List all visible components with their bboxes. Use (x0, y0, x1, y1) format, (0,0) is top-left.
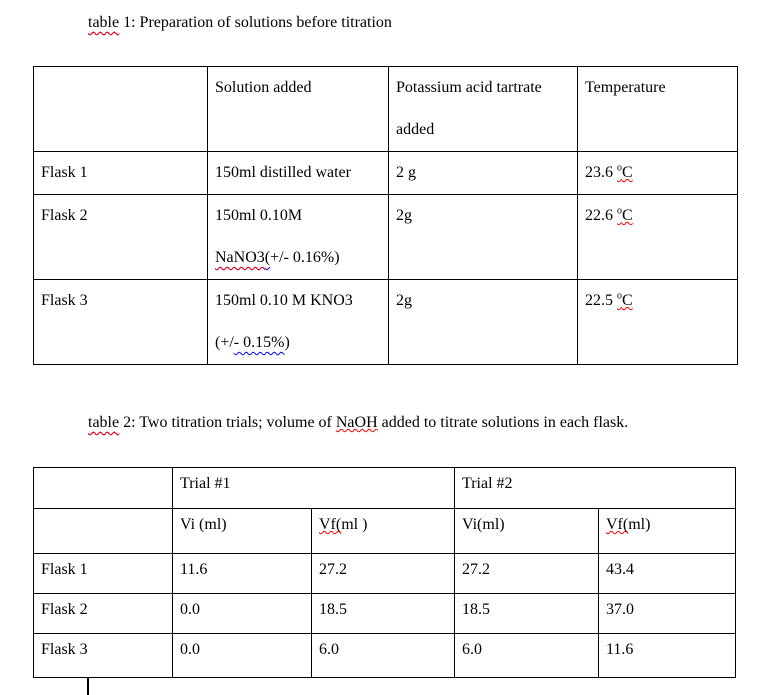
spelling-flag-naoh: NaOH (335, 414, 378, 431)
flask2-temp-value: 22.6 (585, 207, 617, 224)
table1-header-row (34, 67, 738, 152)
flask2-label: Flask 2 (41, 207, 88, 224)
flask3-label: Flask 3 (41, 641, 88, 658)
table1-flask1-label-cell[interactable] (34, 152, 208, 195)
table2-subheader-row (34, 509, 736, 554)
flask2-tolerance: +/- 0.16%) (270, 249, 340, 266)
flask3-tolerance-post: ) (284, 334, 290, 351)
table2-row-flask1 (34, 554, 736, 594)
table1-header-solution-cell[interactable] (208, 67, 389, 152)
table2-flask3-t1vi-cell[interactable] (173, 634, 312, 678)
trial2-vf-rest: ml) (628, 516, 651, 533)
table1-header-tartrate-cell[interactable] (389, 67, 578, 152)
table2-flask1-t1vi-cell[interactable] (173, 554, 312, 594)
table2-trial1-vi-cell[interactable] (173, 509, 312, 554)
table2-flask1-t2vf-cell[interactable] (599, 554, 736, 594)
table2-flask1-label-cell[interactable] (34, 554, 173, 594)
flask3-tolerance-pre: (+/ (215, 334, 234, 351)
flask3-trial2-vi: 6.0 (462, 641, 482, 658)
grammar-flag-table1-word (88, 14, 119, 31)
table2-header-blank-cell[interactable] (34, 468, 173, 509)
celsius-letter: C (622, 207, 633, 224)
grammar-flag-tolerance: - 0.15% (233, 334, 285, 351)
table2-flask2-t1vf-cell[interactable] (312, 594, 455, 634)
degree-superscript: o (617, 290, 622, 302)
flask3-temp-value: 22.5 (585, 292, 617, 309)
flask2-amount: 2g (396, 207, 412, 224)
flask2-label: Flask 2 (41, 601, 88, 618)
table1-caption-text: 1: Preparation of solutions before titration (119, 14, 392, 31)
table1-flask3-label-cell[interactable] (34, 280, 208, 365)
flask1-temp-value: 23.6 (585, 164, 617, 181)
table2-caption-text-mid: 2: Two titration trials; volume of (119, 414, 336, 431)
text-cursor (87, 678, 89, 695)
table1-header-solution-label: Solution added (215, 79, 312, 96)
table1-preparation (33, 66, 738, 365)
grammar-flag-table2-word (88, 414, 119, 431)
table2-caption[interactable] (88, 413, 628, 433)
spelling-flag-vf2: Vf( (606, 516, 629, 533)
flask2-trial2-vi: 18.5 (462, 601, 490, 618)
table2-flask3-label-cell[interactable] (34, 634, 173, 678)
flask1-label: Flask 1 (41, 561, 88, 578)
table1-flask2-temp-cell[interactable] (578, 195, 738, 280)
table2-trials (33, 467, 736, 678)
table2-trial2-vi-cell[interactable] (455, 509, 599, 554)
flask2-solution-line2 (215, 237, 381, 279)
flask2-trial1-vi: 0.0 (180, 601, 200, 618)
table1-header-blank-cell[interactable] (34, 67, 208, 152)
table1-flask2-solution-cell[interactable] (208, 195, 389, 280)
flask3-label: Flask 3 (41, 292, 88, 309)
table2-flask2-t2vf-cell[interactable] (599, 594, 736, 634)
flask2-trial1-vf: 18.5 (319, 601, 347, 618)
flask1-temp-unit (617, 164, 633, 181)
flask3-solution-line2 (215, 322, 381, 364)
table1-flask1-solution-cell[interactable] (208, 152, 389, 195)
flask2-trial2-vf: 37.0 (606, 601, 634, 618)
flask3-amount: 2g (396, 292, 412, 309)
flask3-trial2-vf: 11.6 (606, 641, 634, 658)
table2-trial2-cell[interactable] (455, 468, 736, 509)
table2-flask1-t2vi-cell[interactable] (455, 554, 599, 594)
table2-flask3-t2vf-cell[interactable] (599, 634, 736, 678)
flask1-trial2-vf: 43.4 (606, 561, 634, 578)
table1-row-flask3 (34, 280, 738, 365)
trial2-vi-label: Vi(ml) (462, 516, 505, 533)
flask1-label: Flask 1 (41, 164, 88, 181)
flask3-temp-unit (617, 292, 633, 309)
flask1-trial2-vi: 27.2 (462, 561, 490, 578)
spelling-flag-nano3: NaNO3 (215, 249, 265, 266)
table2-trial2-vf-cell[interactable] (599, 509, 736, 554)
flask1-amount: 2 g (396, 164, 416, 181)
table1-flask3-solution-cell[interactable] (208, 280, 389, 365)
table2-caption-text-rest: added to titrate solutions in each flask. (377, 414, 629, 431)
table1-caption[interactable] (88, 13, 392, 33)
trial1-label: Trial #1 (180, 475, 231, 492)
table1-flask1-temp-cell[interactable] (578, 152, 738, 195)
trial1-vf-rest: ml ) (341, 516, 368, 533)
table2-flask1-t1vf-cell[interactable] (312, 554, 455, 594)
nano3-paren: ( (264, 249, 271, 266)
flask1-solution: 150ml distilled water (215, 164, 351, 181)
flask2-solution-line1: 150ml 0.10M (215, 207, 303, 224)
trial1-vi-label: Vi (ml) (180, 516, 227, 533)
table2-trial1-vf-cell[interactable] (312, 509, 455, 554)
table1-row-flask2 (34, 195, 738, 280)
table2-row-flask2 (34, 594, 736, 634)
flask3-trial1-vf: 6.0 (319, 641, 339, 658)
celsius-letter: C (622, 292, 633, 309)
degree-superscript: o (617, 205, 622, 217)
table1-flask3-amount-cell[interactable] (389, 280, 578, 365)
table1-flask2-label-cell[interactable] (34, 195, 208, 280)
table2-flask2-t2vi-cell[interactable] (455, 594, 599, 634)
flask1-trial1-vi: 11.6 (180, 561, 208, 578)
spelling-flag-table2-word: table (88, 414, 120, 431)
table1-flask2-amount-cell[interactable] (389, 195, 578, 280)
table2-trial-header-row (34, 468, 736, 509)
table2-trial1-cell[interactable] (173, 468, 455, 509)
celsius-letter: C (622, 164, 633, 181)
flask3-trial1-vi: 0.0 (180, 641, 200, 658)
table1-header-temperature-label: Temperature (585, 79, 666, 96)
table1-header-tartrate-label: Potassium acid tartrate added (396, 79, 542, 138)
table2-flask3-t2vi-cell[interactable] (455, 634, 599, 678)
table1-flask1-amount-cell[interactable] (389, 152, 578, 195)
table2-flask3-t1vf-cell[interactable] (312, 634, 455, 678)
table2-row-flask3 (34, 634, 736, 678)
spelling-flag-table1-word: table (88, 14, 120, 31)
trial2-label: Trial #2 (462, 475, 513, 492)
table2-flask2-t1vi-cell[interactable] (173, 594, 312, 634)
flask2-temp-unit (617, 207, 633, 224)
degree-superscript: o (617, 162, 622, 174)
grammar-flag-nano3 (215, 249, 270, 266)
flask1-trial1-vf: 27.2 (319, 561, 347, 578)
table2-subheader-blank-cell[interactable] (34, 509, 173, 554)
flask3-solution-line1: 150ml 0.10 M KNO3 (215, 292, 353, 309)
table1-header-temperature-cell[interactable] (578, 67, 738, 152)
table1-row-flask1 (34, 152, 738, 195)
table1-flask3-temp-cell[interactable] (578, 280, 738, 365)
spelling-flag-vf1: Vf( (319, 516, 342, 533)
table2-flask2-label-cell[interactable] (34, 594, 173, 634)
